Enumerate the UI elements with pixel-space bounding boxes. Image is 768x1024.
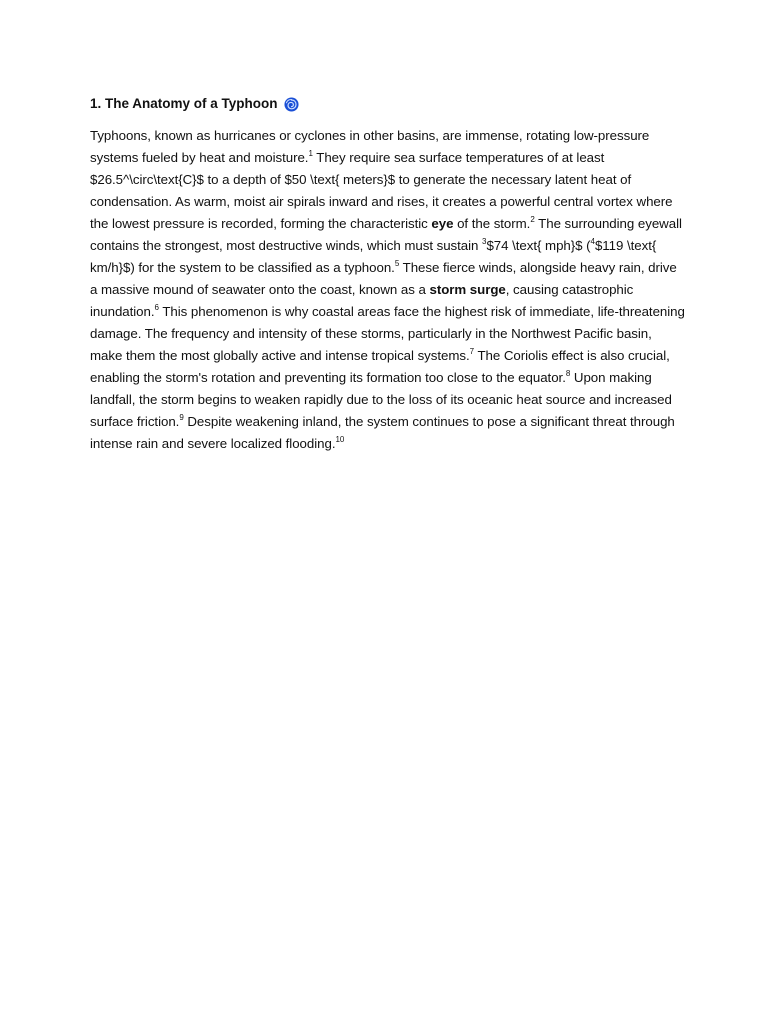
section-heading-text: 1. The Anatomy of a Typhoon [90, 96, 278, 111]
text-run: The Coriolis effect is also crucial, enabling the storm's rotation and preventing its formation too close to the equator. [90, 348, 670, 385]
footnote-ref: 9 [179, 412, 184, 422]
text-run: They require sea surface temperatures of at least $26.5^\circ\text{C}$ to a depth of $50 \text{ meters}$ to generate the necessary latent heat of condensation. As warm, moist air spirals inward and rises, it creates a powerful central vortex where the lowest pressure is recorded, forming the characteristic [90, 150, 673, 231]
text-run: Upon making landfall, the storm begins to weaken rapidly due to the loss of its oceanic heat source and increased surface friction. [90, 370, 672, 429]
text-run: Despite weakening inland, the system continues to pose a significant threat through intense rain and severe localized flooding. [90, 414, 675, 451]
text-run: of the storm. [453, 216, 531, 231]
footnote-ref: 4 [590, 236, 595, 246]
body-paragraph [90, 125, 686, 455]
text-run: The surrounding eyewall contains the strongest, most destructive winds, which must sustain [90, 216, 682, 253]
text-run: This phenomenon is why coastal areas face the highest risk of immediate, life-threatening damage. The frequency and intensity of these storms, particularly in the Northwest Pacific basin, make them the most globally active and intense tropical systems. [90, 304, 685, 363]
document-page [90, 94, 686, 455]
bold-term-storm-surge: storm surge [429, 282, 506, 297]
text-run: , causing catastrophic inundation. [90, 282, 634, 319]
text-run: Typhoons, known as hurricanes or cyclones in other basins, are immense, rotating low-pressure systems fueled by heat and moisture. [90, 128, 650, 165]
text-run: $119 \text{ km/h}$) for the system to be classified as a typhoon. [90, 238, 657, 275]
footnote-ref: 2 [530, 214, 535, 224]
footnote-ref: 8 [565, 368, 571, 378]
text-run: These fierce winds, alongside heavy rain, drive a massive mound of seawater onto the coast, known as a [90, 260, 677, 297]
bold-term-eye: eye [431, 216, 454, 231]
footnote-ref: 7 [469, 346, 475, 356]
section-heading [90, 94, 686, 114]
footnote-ref: 3 [482, 236, 487, 246]
footnote-ref: 6 [154, 302, 159, 312]
footnote-ref: 1 [308, 148, 313, 158]
cyclone-icon [284, 97, 299, 112]
footnote-ref: 10 [335, 434, 345, 444]
footnote-ref: 5 [394, 258, 400, 268]
text-run: $74 \text{ mph}$ ( [486, 238, 591, 253]
